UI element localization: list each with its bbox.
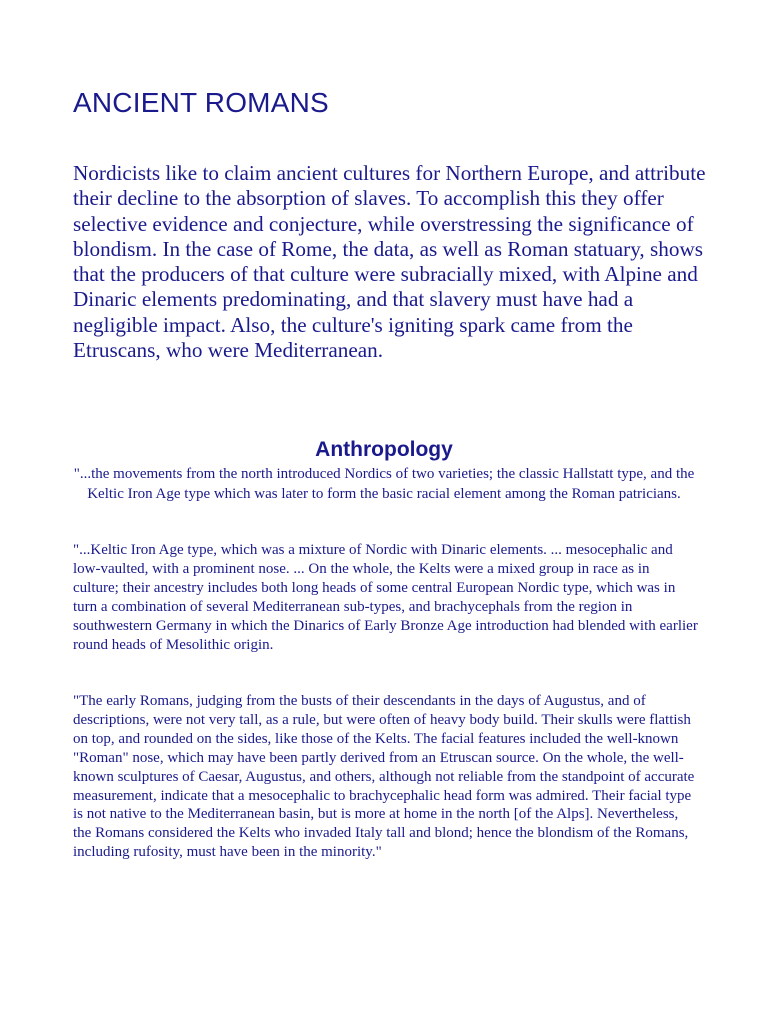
quote-hallstatt: "...the movements from the north introduced Nordics of two varieties; the classic Hallstatt type, and the Keltic Iron Age type which was later to form the basic racial element among the Roman patricians. (73, 466, 695, 502)
intro-paragraph: Nordicists like to claim ancient cultures for Northern Europe, and attribute their decline to the absorption of slaves. To accomplish this they offer selective evidence and conjecture, while overstressing the significance of blondism. In the case of Rome, the data, as well as Roman statuary, shows that the producers of that culture were subracially mixed, with Alpine and Dinaric elements predominating, and that slavery must have had a negligible impact. Also, the culture's igniting spark came from the Etruscans, who were Mediterranean. (73, 161, 706, 363)
quote-early-romans: "The early Romans, judging from the busts of their descendants in the days of Augustus, and of descriptions, were not very tall, as a rule, but were often of heavy body build. Their skulls were flattish on top, and rounded on the sides, like those of the Kelts. The facial features included the well-known "Roman" nose, which may have been partly derived from an Etruscan source. On the whole, the well-known sculptures of Caesar, Augustus, and others, although not reliable from the standpoint of accurate measurement, indicate that a mesocephalic to brachycephalic head form was admired. Their facial type is not native to the Mediterranean basin, but is more at home in the north [of the Alps]. Nevertheless, the Romans considered the Kelts who invaded Italy tall and blond; hence the blondism of the Romans, including rufosity, must have been in the minority." (73, 693, 695, 861)
page-title: ANCIENT ROMANS (73, 87, 329, 118)
section-heading-anthropology: Anthropology (315, 438, 453, 461)
quote-keltic-iron-age: "...Keltic Iron Age type, which was a mixture of Nordic with Dinaric elements. ... mesocephalic and low-vaulted, with a prominent nose. ... On the whole, the Kelts were a mixed group in race as in culture; their ancestry includes both long heads of some central European Nordic type, which was in turn a combination of several Mediterranean sub-types, and brachycephals from the region in southwestern Germany in which the Dinarics of Early Bronze Age introduction had blended with earlier round heads of Mesolithic origin. (73, 542, 698, 653)
